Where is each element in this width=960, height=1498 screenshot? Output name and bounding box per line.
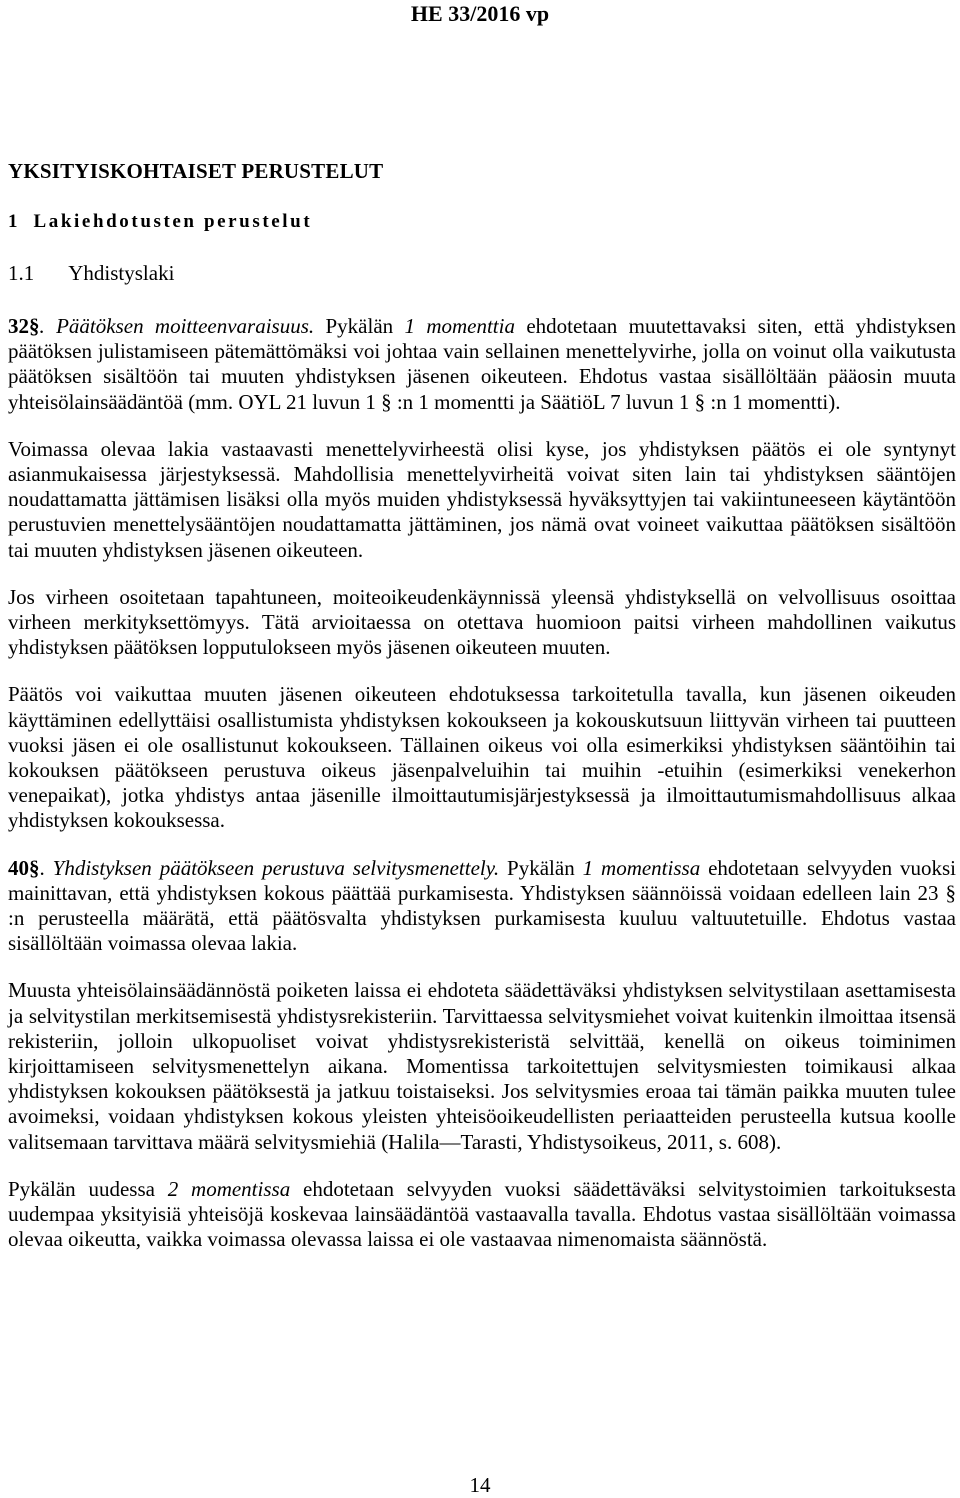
paragraph-text: Pykälän uudessa: [8, 1176, 168, 1201]
moment-reference: 1 momentissa: [582, 855, 701, 880]
subsection-heading: [8, 261, 174, 286]
paragraph-text: ehdotetaan selvyyden vuoksi säädettäväksi selvitystoimien tarkoituksesta uudempaa yksityisiä yhteisöjä koskevaa lainsäädäntöä vastaavalla tavalla. Ehdotus vastaa sisällöltään voimassa olevaa oikeutta, vaikka voimassa olevassa laissa ei ole vastaavaa nimenomaista säännöstä.: [8, 1176, 956, 1252]
paragraph-text: ehdotetaan muutettavaksi siten, että yhdistyksen päätöksen julistamiseen pätemättömäksi voi johtaa vain sellainen menettelyvirhe, jolla on voinut olla vaikutusta päätöksen sisältöön tai muuten yhdistyksen jäsenen oikeuteen. Ehdotus vastaa sisällöltään pääosin muuta yhteisölainsäädäntöä (mm. OYL 21 luvun 1 § :n 1 momentti ja SäätiöL 7 luvun 1 § :n 1 momentti).: [8, 314, 956, 414]
main-heading: YKSITYISKOHTAISET PERUSTELUT: [8, 159, 384, 183]
subsection-title: Yhdistyslaki: [68, 261, 175, 285]
paragraph-text: ehdotetaan selvyyden vuoksi mainittavan, että yhdistyksen kokous päättää purkamisesta. Yhdistyksen säännöissä voidaan edelleen lain 23 § :n perusteella määrätä, että päätösvalta yhdistyksen purkamisesta kuuluu valtuutetuille. Ehdotus vastaa sisällöltään voimassa olevaa lakia.: [8, 855, 957, 956]
paragraph: Jos virheen osoitetaan tapahtuneen, moiteoikeudenkäynnissä yleensä yhdistyksellä on velvollisuus osoittaa virheen merkityksettömyys. Tätä arvioitaessa on otettava huomioon paitsi virheen mahdollinen vaikutus yhdistyksen päätöksen lopputulokseen myös jäsenen oikeuteen muuten.: [8, 584, 956, 660]
page-number: 14: [469, 1473, 491, 1497]
paragraph-text: Pykälän: [314, 314, 405, 338]
section-heading: [8, 211, 312, 233]
paragraph: Muusta yhteisölainsäädännöstä poiketen laissa ei ehdoteta säädettäväksi yhdistyksen selvitystilaan asettamisesta ja selvitystilan merkitsemisestä yhdistysrekisteriin. Tarvittaessa selvitysmiehet voivat kuitenkin ilmoittaa itsensä rekisteriin, jolloin ulkopuoliset voivat yhdistysrekisteristä selvittää, kenellä on oikeus toiminimen kirjoittamiseen selvitysmenettelyn aikana. Momentissa tarkoitettujen selvitysmiesten toimikausi alkaa yhdistyksen kokouksen päätöksestä ja jatkuu toistaiseksi. Jos selvitysmies eroaa tai tämän paikka muuten tulee avoimeksi, voidaan yhdistyksen kokous yleisten yhteisöoikeudellisten periaatteiden perusteella kutsua koolle valitsemaan tarvittava määrä selvitysmiehiä (Halila—Tarasti, Yhdistysoikeus, 2011, s. 608).: [8, 978, 956, 1154]
paragraph-text: Pykälän: [499, 855, 583, 880]
section-title-40: Yhdistyksen päätökseen perustuva selvitysmenettely.: [44, 855, 500, 880]
section-title: Lakiehdotusten perustelut: [33, 211, 313, 232]
body-text: [8, 314, 956, 1275]
section-number: 1: [8, 211, 18, 232]
paragraph-section-40: [8, 856, 956, 957]
paragraph: Päätös voi vaikuttaa muuten jäsenen oikeuteen ehdotuksessa tarkoitetulla tavalla, kun jäsenen oikeuden käyttäminen edellyttäisi osallistumista yhdistyksen kokoukseen ja kokouskutsuun liittyvän virheen tai puutteen vuoksi jäsen ei ole osallistunut kokoukseen. Tällainen oikeus voi olla esimerkiksi yhdistyksen sääntöihin tai kokouksen päätökseen perustuva oikeus jäsenpalveluihin tai muihin -etuihin (esimerkiksi venekerhon venepaikat), jotka yhdistys antaa jäsenille ilmoittautumisjärjestyksessä ja ilmoittautumismahdollisuus alkaa yhdistyksen kokouksessa.: [8, 682, 956, 833]
moment-reference: 2 momentissa: [167, 1176, 291, 1201]
paragraph: Voimassa olevaa lakia vastaavasti menettelyvirheestä olisi kyse, jos yhdistyksen päätös ei ole syntynyt asianmukaisessa järjestyksessä. Mahdollisia menettelyvirheitä voivat siten lain tai yhdistyksen sääntöjen noudattamatta jättämisen lisäksi olla myös muiden yhdistyksessä hyväksyttyjen tai vakiintuneeseen käytäntöön perustuvien menettelysääntöjen noudattamatta jättäminen, jos nämä ovat voineet vaikuttaa päätöksen sisältöön tai muuten yhdistyksen jäsenen oikeuteen.: [8, 436, 956, 562]
paragraph: [8, 1177, 956, 1253]
subsection-number: 1.1: [8, 261, 35, 285]
section-title-32: . Päätöksen moitteenvaraisuus.: [39, 314, 315, 338]
section-number-32: 32: [8, 314, 29, 338]
section-number-40: 40: [8, 855, 29, 880]
section-sign: §: [29, 855, 40, 880]
paragraph-section-32: [8, 314, 956, 415]
document-id-header: HE 33/2016 vp: [410, 1, 550, 26]
section-sign: §: [29, 314, 40, 338]
separator: .: [39, 855, 45, 880]
moment-reference: 1 momenttia: [404, 314, 515, 338]
